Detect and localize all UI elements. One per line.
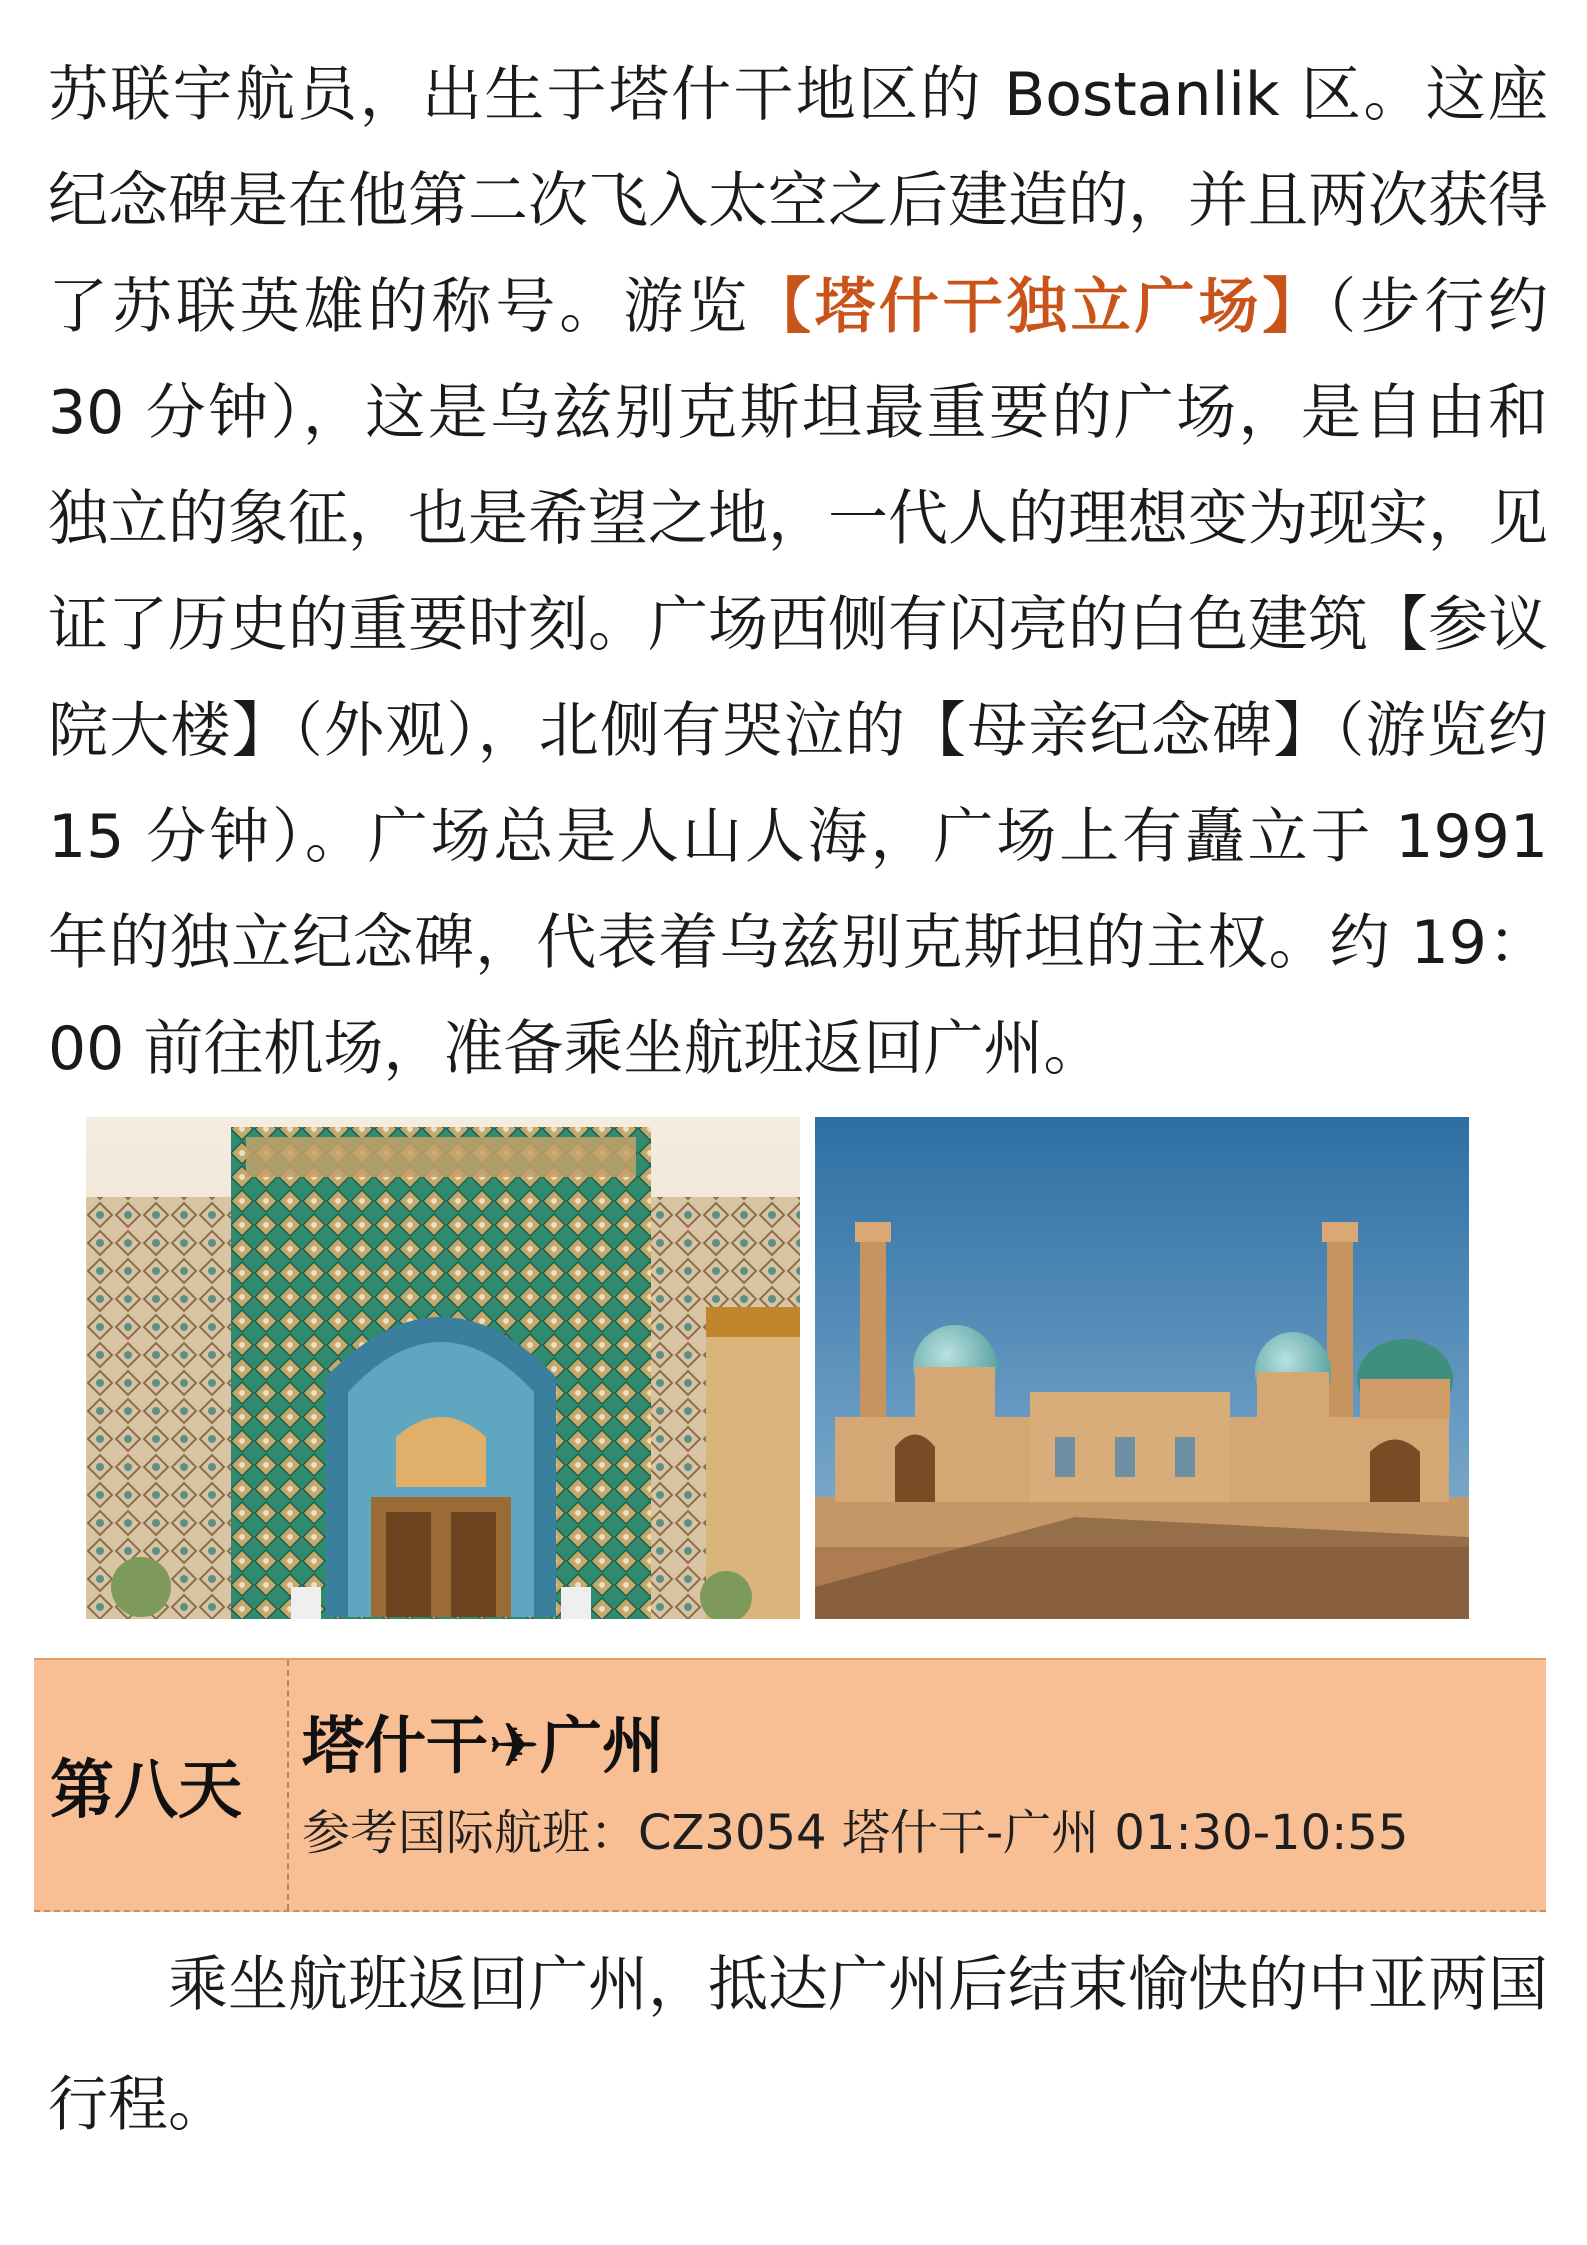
- flight-info: 参考国际航班：CZ3054 塔什干-广州 01:30-10:55: [302, 1805, 1409, 1861]
- mosque-facade-photo: [86, 1117, 800, 1619]
- day-eight-header: [34, 1658, 1546, 1912]
- route-title: 塔什干✈广州: [302, 1709, 664, 1782]
- independence-square-highlight: 【塔什干独立广场】: [751, 272, 1327, 342]
- hazrati-imam-complex-photo: [815, 1117, 1469, 1619]
- intro-text-after: （步行约 30 分钟），这是乌兹别克斯坦最重要的广场，是自由和独立的象征，也是希望之地，一代人的理想变为现实，见证了历史的重要时刻。广场西侧有闪亮的白色建筑【参议院大楼】（外观），北侧有哭泣的【母亲纪念碑】（游览约 15 分钟）。广场总是人山人海，广场上有矗立于 1991 年的独立纪念碑，代表着乌兹别克斯坦的主权。约 19：00 前往机场，准备乘坐航班返回广州。: [48, 272, 1549, 1084]
- intro-paragraph: [48, 42, 1548, 1102]
- day-label: 第八天: [34, 1660, 289, 1910]
- day-eight-description: 乘坐航班返回广州，抵达广州后结束愉快的中亚两国行程。: [48, 1950, 1548, 2140]
- intro-text-before: 苏联宇航员，出生于塔什干地区的 Bostanlik 区。这座纪念碑是在他第二次飞入太空之后建造的，并且两次获得了苏联英雄的称号。游览: [48, 60, 1548, 342]
